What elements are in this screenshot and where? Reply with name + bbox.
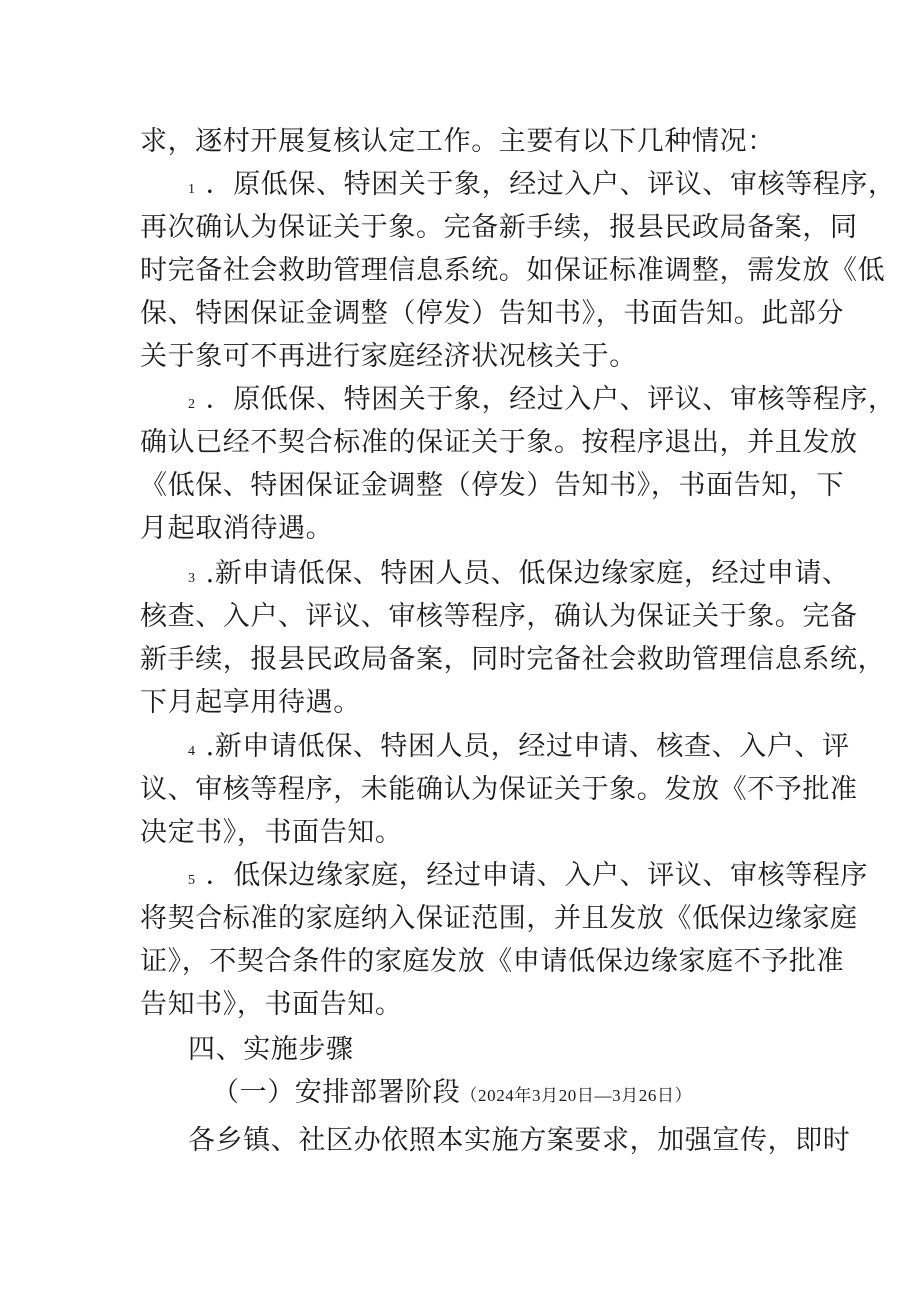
list-item-text: ．原低保、特困关于象，经过入户、评议、审核等程序， — [205, 169, 896, 200]
text-line: 告知书》，书面告知。 — [140, 989, 403, 1020]
text-line: 核查、入户、评议、审核等程序，确认为保证关于象。完备 — [140, 601, 858, 632]
date-range: （2024年3月20日—3月26日） — [460, 1086, 693, 1105]
list-item-text: .新申请低保、特困人员，经过申请、核查、入户、评 — [205, 731, 850, 762]
text-line: 求，逐村开展复核认定工作。主要有以下几种情况： — [140, 126, 775, 157]
list-item-3-first-line — [188, 556, 850, 592]
list-item-2-first-line — [188, 382, 896, 418]
subsection-heading — [212, 1075, 692, 1111]
text-line: 确认已经不契合标准的保证关于象。按程序退出，并且发放 — [140, 427, 858, 458]
text-line: 下月起享用待遇。 — [140, 687, 361, 718]
text-line: 月起取消待遇。 — [140, 513, 334, 544]
text-line: 新手续，报县民政局备案，同时完备社会救助管理信息系统， — [140, 644, 886, 675]
text-line: 各乡镇、社区办依照本实施方案要求，加强宣传，即时 — [188, 1125, 851, 1156]
text-line: 保、特困保证金调整（停发）告知书》，书面告知。此部分 — [140, 298, 845, 329]
list-item-text: ．原低保、特困关于象，经过入户、评议、审核等程序， — [205, 384, 896, 415]
text-line: 再次确认为保证关于象。完备新手续，报县民政局备案，同 — [140, 212, 858, 243]
text-line: 决定书》，书面告知。 — [140, 817, 403, 848]
text-line: 时完备社会救助管理信息系统。如保证标准调整，需发放《低 — [140, 255, 886, 286]
list-number: 2 — [188, 397, 196, 412]
text-line: 关于象可不再进行家庭经济状况核关于。 — [140, 341, 637, 372]
text-line: 证》，不契合条件的家庭发放《申请低保边缘家庭不予批准 — [140, 946, 845, 977]
list-item-text: ．低保边缘家庭，经过申请、入户、评议、审核等程序 — [205, 860, 869, 891]
list-number: 3 — [188, 571, 196, 586]
list-number: 1 — [188, 182, 196, 197]
list-item-1-first-line — [188, 167, 896, 203]
list-item-4-first-line — [188, 729, 850, 765]
text-line: 将契合标准的家庭纳入保证范围，并且发放《低保边缘家庭 — [140, 903, 858, 934]
list-number: 4 — [188, 744, 196, 759]
subsection-title: （一）安排部署阶段 — [212, 1077, 461, 1108]
list-number: 5 — [188, 873, 196, 888]
section-heading: 四、实施步骤 — [188, 1034, 354, 1065]
text-line: 《低保、特困保证金调整（停发）告知书》，书面告知，下 — [140, 470, 845, 501]
list-item-text: .新申请低保、特困人员、低保边缘家庭，经过申请、 — [205, 558, 850, 589]
list-item-5-first-line — [188, 858, 868, 894]
text-line: 议、审核等程序，未能确认为保证关于象。发放《不予批准 — [140, 774, 858, 805]
